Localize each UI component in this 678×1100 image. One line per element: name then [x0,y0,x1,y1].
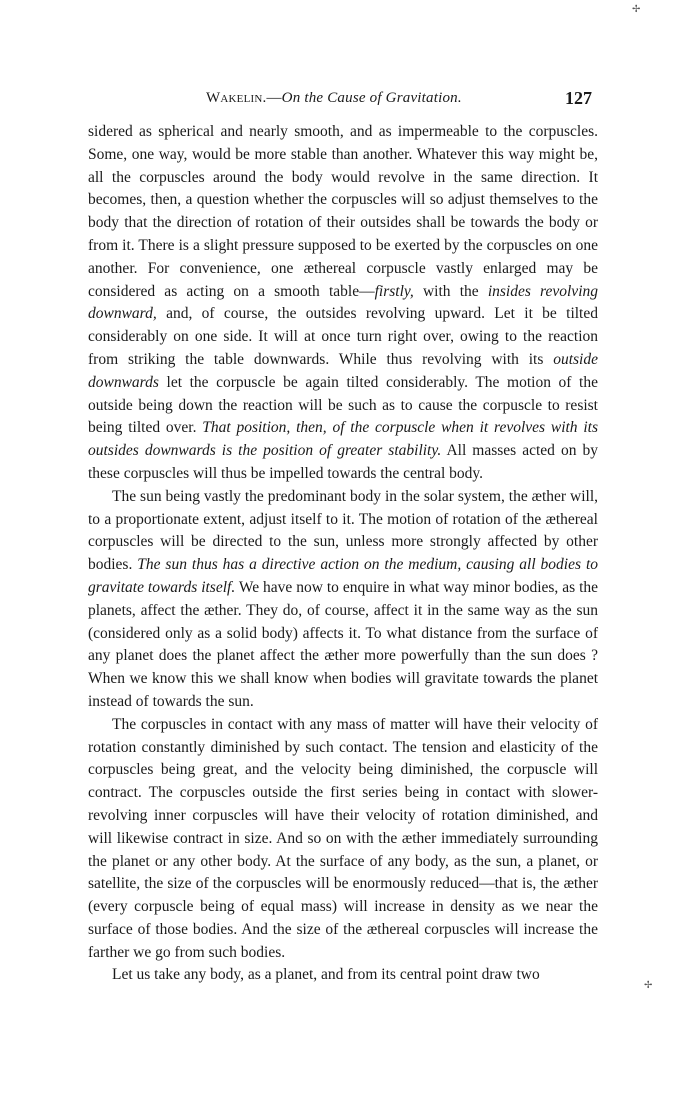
running-head [206,90,462,107]
paragraph [88,964,598,987]
text-run: We have now to enquire in what way minor bodies, as the planets, affect the æther. They do, of course, affect it in the same way as the sun (considered only as a solid body) affects it. To what distance from the surface of any planet does the planet affect the æther more powerfully than the sun does ? When we know this we shall know when bodies will gravitate towards the planet instead of towards the sun. [88,578,599,710]
text-run: The sun being vastly the predominant body in the solar system, the æther will, to a proportionate extent, adjust itself to it. The motion of rotation of the æthereal corpuscles will be directed to the sun, unless more strongly affected by other bodies. [88,487,598,574]
page-number: 127 [565,88,592,108]
italic-text: outside downwards [88,350,598,391]
text-run: Let us take any body, as a planet, and from its central point draw two [112,966,540,984]
running-head-title: On the Cause of Gravitation. [281,90,462,106]
text-run: The corpuscles in contact with any mass of matter will have their velocity of rotation constantly diminished by such contact. The tension and elasticity of the corpuscles being great, and the velocity being diminished, the corpuscle will contract. The corpuscles outside the first series being in contact with slower-revolving inner corpuscles will have their velocity of rotation diminished, and will likewise contract in size. And so on with the æther immediately surrounding the planet or any other body. At the surface of any body, as the sun, a planet, or satellite, the size of the corpuscles will be enormously reduced—that is, the æther (every corpuscle being of equal mass) will increase in density as we near the surface of those bodies. And the size of the æthereal corpuscles will increase the farther we go from such bodies. [88,715,598,961]
text-run: with the [413,282,488,300]
paragraph [88,714,598,965]
scan-speck-mark: ✢ [632,4,641,15]
running-head-author: Wakelin. [206,90,267,106]
paragraph [88,486,598,714]
text-run: sidered as spherical and nearly smooth, and as impermeable to the corpuscles. Some, one way, would be more stable than another. Whatever this way might be, all the corpuscles around the body would revolve in the same direction. It becomes, then, a question whether the corpuscles will so adjust themselves to the body that the direction of rotation of their outsides shall be towards the body or from it. There is a slight pressure supposed to be exerted by the corpuscles on one another. For convenience, one æthereal corpuscle vastly enlarged may be considered as acting on a smooth table— [88,123,598,300]
italic-text: firstly, [374,282,414,300]
running-head-separator: — [266,90,282,106]
text-run: let the corpuscle be again tilted considerably. The motion of the outside being down the reaction will be such as to cause the corpuscle to resist being tilted over. [88,373,598,437]
page-header [88,88,600,112]
italic-text: The sun thus has a directive action on the medium, causing all bodies to gravitate towards itself. [88,556,598,596]
scan-speck-mark: ✢ [644,980,653,991]
paragraph [88,121,598,486]
text-run: All masses acted on by these corpuscles will thus be impelled towards the central body. [88,442,598,482]
body-text [88,121,598,987]
italic-text: insides revolving downward, [88,282,598,323]
text-run: and, of course, the outsides revolving upward. Let it be tilted considerably on one side. It will at once turn right over, owing to the reaction from striking the table downwards. While thus revolving with its [88,305,598,368]
italic-text: That position, then, of the corpuscle when it revolves with its outsides downwards is the position of greater stability. [88,419,599,460]
